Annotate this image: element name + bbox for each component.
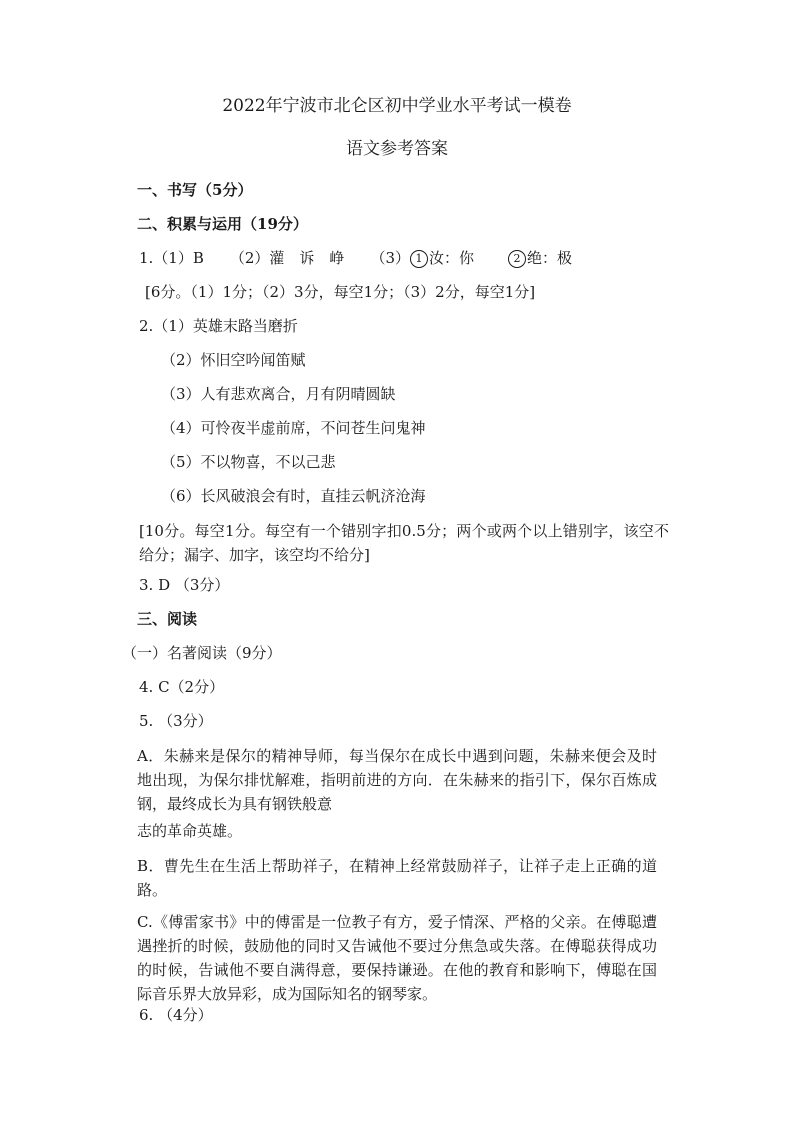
subsection-1-heading: （一）名著阅读（9分） — [122, 644, 282, 662]
section-1-heading: 一、书写（5分） — [137, 181, 253, 199]
document-subtitle: 语文参考答案 — [346, 139, 448, 159]
question-2-item-1: 2.（1）英雄末路当磨折 — [139, 317, 298, 335]
question-3-answer: 3. D （3分） — [139, 576, 230, 594]
question-2-item-4: （4）可怜夜半虚前席，不问苍生问鬼神 — [161, 419, 426, 437]
question-5-option-a-continued: 志的革命英雄。 — [137, 822, 243, 840]
q1-part2: （2）灌 诉 峥 — [229, 249, 345, 267]
question-5-heading: 5. （3分） — [139, 712, 213, 730]
question-2-item-6: （6）长风破浪会有时，直挂云帆济沧海 — [161, 487, 426, 505]
question-4-answer: 4. C（2分） — [139, 678, 225, 696]
question-6-heading: 6. （4分） — [139, 1006, 213, 1024]
q1-part3a: 汝：你 — [428, 249, 474, 267]
question-1-scoring: [6分。（1）1分；（2）3分，每空1分；（3）2分，每空1分] — [145, 283, 536, 301]
question-2-item-2: （2）怀旧空吟闻笛赋 — [161, 351, 306, 369]
circled-number-2: 2 — [508, 250, 526, 268]
q1-part1: 1.（1）B — [139, 249, 204, 267]
question-2-scoring: [10分。每空1分。每空有一个错别字扣0.5分；两个或两个以上错别字，该空不给分；漏字、加字，该空均不给分] — [139, 522, 669, 564]
section-3-heading: 三、阅读 — [137, 610, 198, 628]
circled-number-1: 1 — [410, 250, 428, 268]
question-2-item-3: （3）人有悲欢离合，月有阴晴圆缺 — [161, 385, 396, 403]
document-title: 2022年宁波市北仑区初中学业水平考试一模卷 — [222, 96, 572, 116]
q1-part3b: 绝：极 — [527, 249, 573, 267]
question-5-option-a: A．朱赫来是保尔的精神导师，每当保尔在成长中遇到问题，朱赫来便会及时地出现，为保尔排忧解难，指明前进的方向．在朱赫来的指引下，保尔百炼成钢，最终成长为具有钢铁般意 — [137, 747, 657, 813]
question-1-answer — [139, 247, 572, 270]
section-2-heading: 二、积累与运用（19分） — [137, 215, 308, 233]
question-2-item-5: （5）不以物喜，不以己悲 — [161, 453, 336, 471]
question-5-option-c: C.《傅雷家书》中的傅雷是一位教子有方，爱子情深、严格的父亲。在傅聪遭遇挫折的时候，鼓励他的同时又告诫他不要过分焦急或失落。在傅聪获得成功的时候，告诫他不要自满得意，要保持谦逊。在他的教育和影响下，傅聪在国际音乐界大放异彩，成为国际知名的钢琴家。 — [137, 913, 657, 1003]
q1-part3-label: （3） — [370, 249, 410, 267]
question-5-option-b: B．曹先生在生活上帮助祥子，在精神上经常鼓励祥子，让祥子走上正确的道路。 — [137, 857, 657, 899]
